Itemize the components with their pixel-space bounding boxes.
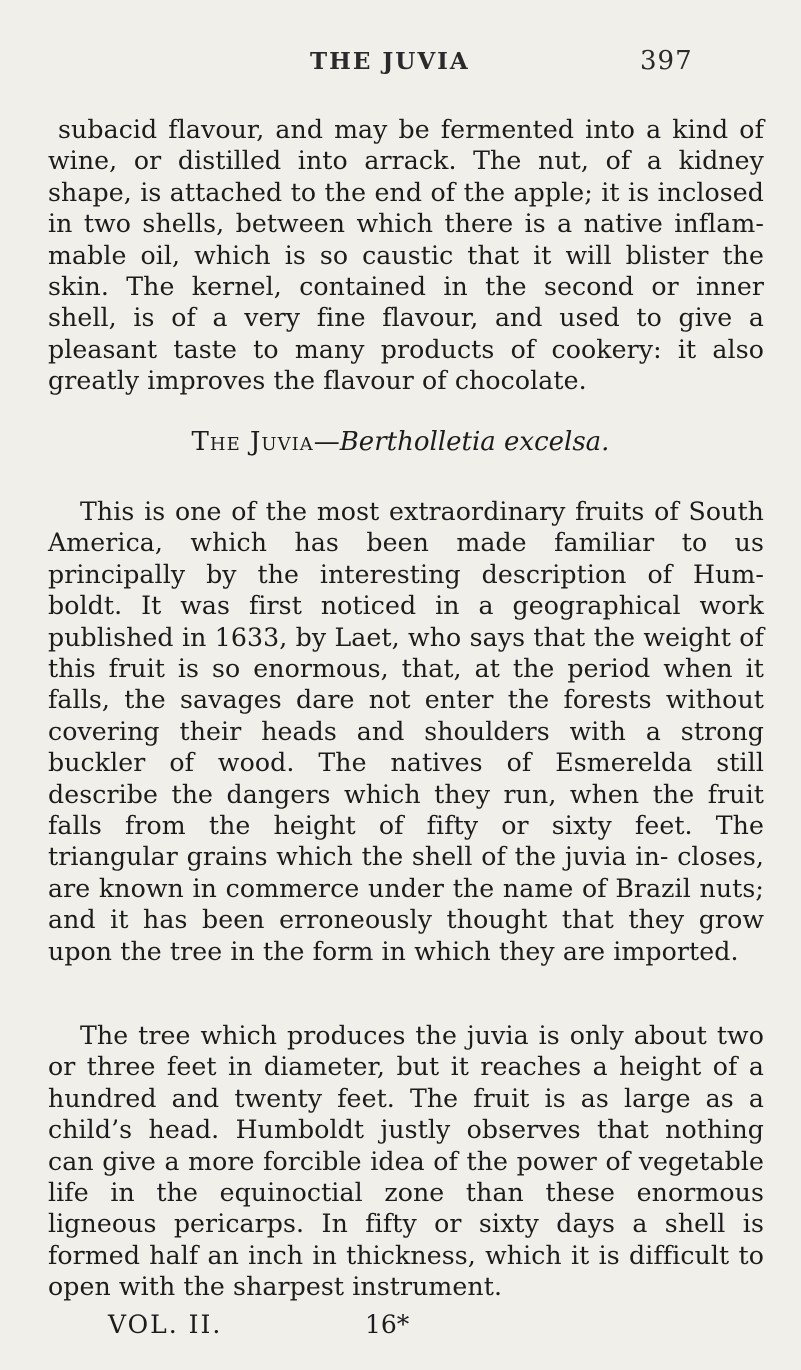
volume-label: VOL. II.	[108, 1310, 223, 1339]
paragraph-juvia-description: This is one of the most extraordinary fruits of South America, which has been made familiar to us principally by the interesting description of Hum- boldt. It was first noticed in a geographical work published in 1633, by Laet, who says that the weight of this fruit is so enormous, that, at the period when it falls, the savages dare not enter the forests without covering their heads and shoulders with a strong buckler of wood. The natives of Esmerelda still describe the dangers which they run, when the fruit falls from the height of fifty or sixty feet. The triangular grains which the shell of the juvia in- closes, are known in commerce under the name of Brazil nuts; and it has been erroneously thought that they grow upon the tree in the form in which they are imported.	[48, 497, 764, 966]
page-number: 397	[640, 46, 693, 76]
paragraph-juvia-tree: The tree which produces the juvia is only about two or three feet in diameter, but it reaches a height of a hundred and twenty feet. The fruit is as large as a child’s head. Humboldt justly observes that nothing can give a more forcible idea of the power of vegetable life in the equinoctial zone than these enormous ligneous pericarps. In fifty or sixty days a shell is formed half an inch in thickness, which it is difficult to open with the sharpest instrument.	[48, 1021, 764, 1302]
running-head	[0, 38, 801, 78]
signature-mark: 16*	[365, 1310, 410, 1339]
heading-separator: —	[313, 427, 340, 457]
heading-species: Bertholletia excelsa.	[339, 427, 610, 457]
page-footer	[0, 1310, 801, 1346]
heading-name: The Juvia	[191, 427, 314, 457]
section-heading	[0, 426, 801, 458]
running-title: THE JUVIA	[310, 48, 470, 75]
paragraph-cashew-continuation: subacid flavour, and may be fermented into a kind of wine, or distilled into arrack. The nut, of a kidney shape, is attached to the end of the apple; it is inclosed in two shells, between which there is a native inflam- mable oil, which is so caustic that it will blister the skin. The kernel, contained in the second or inner shell, is of a very fine flavour, and used to give a pleasant taste to many products of cookery: it also greatly improves the flavour of chocolate.	[48, 115, 764, 396]
